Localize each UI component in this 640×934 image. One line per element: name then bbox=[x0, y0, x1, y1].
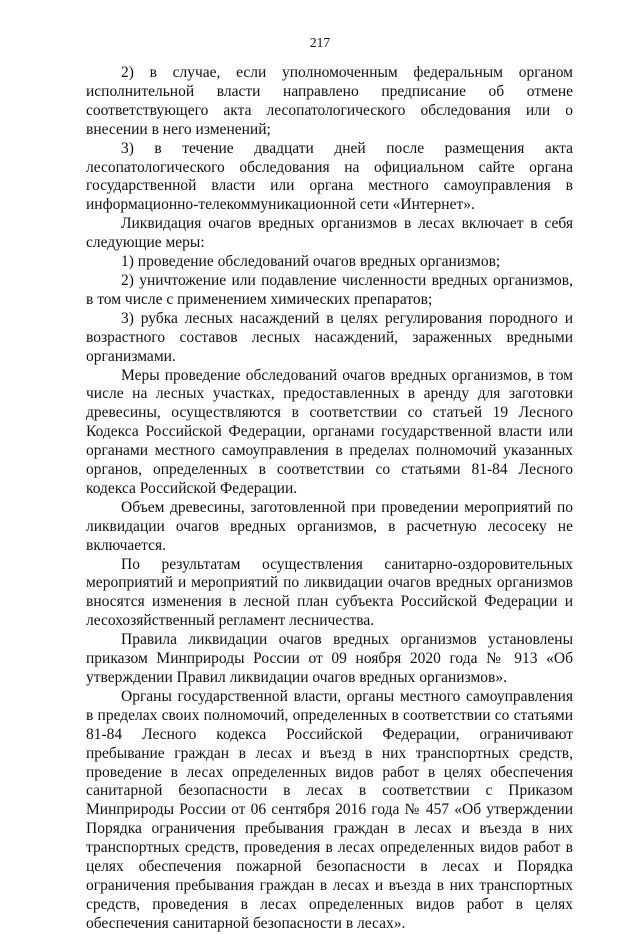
paragraph-access-restrictions: Органы государственной власти, органы местного самоуправления в пределах своих полномочий, определенных в соответствии со статьями 81-84 Лесного кодекса Российской Федерации, ограничивают пребывание граждан в лесах и въезд в них транспортных средств, проведение в лесах определенных видов работ в целях обеспечения санитарной безопасности в лесах в соответствии с Приказом Минприроды России от 06 сентября 2016 года № 457 «Об утверждении Порядка ограничения пребывания граждан в лесах и въезда в них транспортных средств, проведения в лесах определенных видов работ в целях обеспечения пожарной безопасности в лесах и Порядка ограничения пребывания граждан в лесах и въезда в них транспортных средств, проведения в лесах определенных видов работ в целях обеспечения санитарной безопасности в лесах». bbox=[86, 687, 573, 932]
page-number: 217 bbox=[309, 35, 331, 50]
paragraph-item-2-notice: 2) в случае, если уполномоченным федеральным органом исполнительной власти направлено предписание об отмене соответствующего акта лесопатологического обследования или о внесении в него изменений; bbox=[86, 64, 573, 138]
paragraph-forest-plan-changes: По результатам осуществления санитарно-оздоровительных мероприятий и мероприятий по ликвидации очагов вредных организмов вносятся изменения в лесной план субъекта Российской Федерации и лесохозяйственный регламент лесничества. bbox=[86, 555, 573, 630]
list-item-felling: 3) рубка лесных насаждений в целях регулирования породного и возрастного составов лесных насаждений, зараженных вредными организмами. bbox=[86, 309, 573, 365]
paragraph-liquidation-rules: Правила ликвидации очагов вредных организмов установлены приказом Минприроды России от 09 ноября 2020 года № 913 «Об утверждении Правил ликвидации очагов вредных организмов». bbox=[86, 631, 573, 686]
paragraph-wood-volume: Объем древесины, заготовленной при проведении мероприятий по ликвидации очагов вредных организмов, в расчетную лесосеку не включается. bbox=[86, 498, 573, 554]
list-item-destruction: 2) уничтожение или подавление численности вредных организмов, в том числе с применением химических препаратов; bbox=[86, 271, 573, 308]
document-body bbox=[86, 64, 573, 934]
list-item-surveys: 1) проведение обследований очагов вредных организмов; bbox=[121, 253, 501, 271]
paragraph-liquidation-measures-intro: Ликвидация очагов вредных организмов в лесах включает в себя следующие меры: bbox=[86, 215, 573, 252]
paragraph-survey-measures: Меры проведение обследований очагов вредных организмов, в том числе на лесных участках, предоставленных в аренду для заготовки древесины, осуществляются в соответствии со статьей 19 Лесного Кодекса Российской Федерации, органами государственной власти или органами местного самоуправления в пределах полномочий указанных органов, определенных в соответствии со статьями 81-84 Лесного кодекса Российской Федерации. bbox=[86, 366, 573, 497]
paragraph-item-3-twenty-days: 3) в течение двадцати дней после размещения акта лесопатологического обследования на официальном сайте органа государственной власти или органа местного самоуправления в информационно-телекоммуникационной сети «Интернет». bbox=[86, 139, 573, 214]
